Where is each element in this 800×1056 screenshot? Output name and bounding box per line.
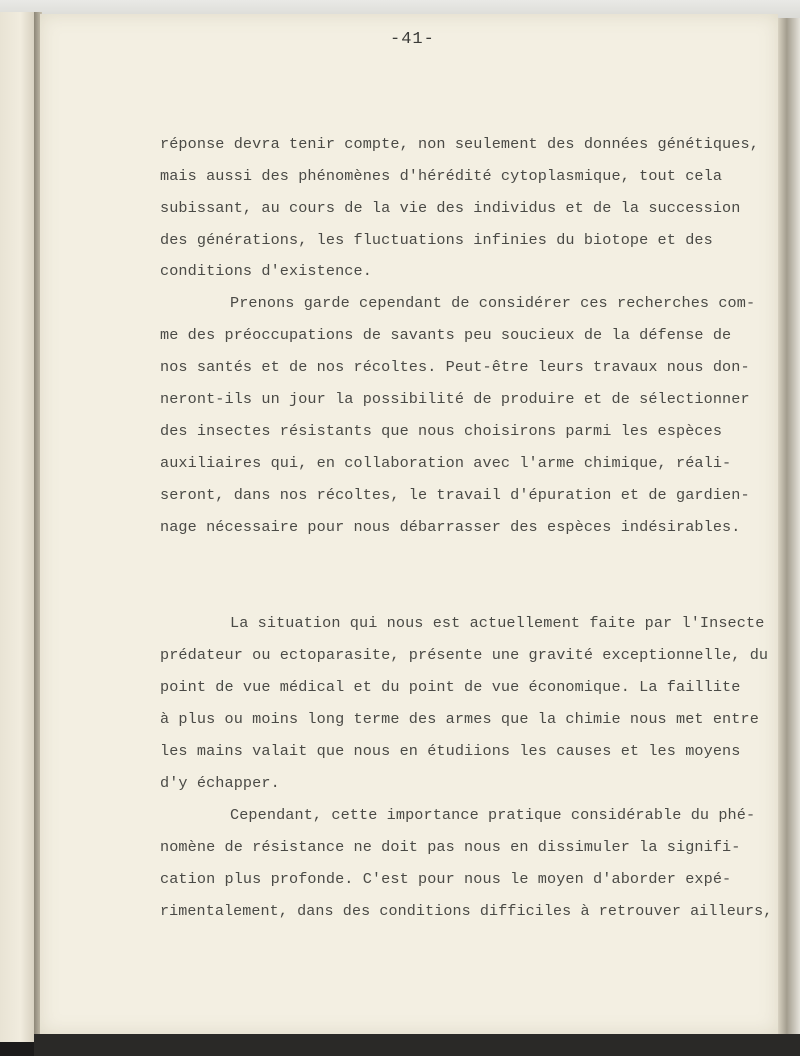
text-line: seront, dans nos récoltes, le travail d'épuration et de gardien- — [160, 486, 750, 504]
text-line: les mains valait que nous en étudiions les causes et les moyens — [160, 742, 741, 760]
text-line: neront-ils un jour la possibilité de produire et de sélectionner — [160, 390, 750, 408]
text-line: conditions d'existence. — [160, 262, 372, 280]
scan-bottom-border — [34, 1034, 800, 1056]
text-line: nage nécessaire pour nous débarrasser des espèces indésirables. — [160, 518, 741, 536]
text-line: Prenons garde cependant de considérer ces recherches com- — [230, 294, 756, 312]
text-line: des générations, les fluctuations infinies du biotope et des — [160, 231, 713, 249]
page-number: -41- — [390, 30, 435, 49]
text-line: prédateur ou ectoparasite, présente une gravité exceptionnelle, du — [160, 646, 769, 664]
text-line: réponse devra tenir compte, non seulement des données génétiques, — [160, 135, 759, 153]
text-line: auxiliaires qui, en collaboration avec l'arme chimique, réali- — [160, 454, 732, 472]
text-line: me des préoccupations de savants peu soucieux de la défense de — [160, 326, 732, 344]
text-line: nomène de résistance ne doit pas nous en dissimuler la signifi- — [160, 838, 741, 856]
text-line: cation plus profonde. C'est pour nous le moyen d'aborder expé- — [160, 870, 732, 888]
text-line: rimentalement, dans des conditions difficiles à retrouver ailleurs, — [160, 902, 773, 920]
text-line: nos santés et de nos récoltes. Peut-être leurs travaux nous don- — [160, 358, 750, 376]
text-line: Cependant, cette importance pratique considérable du phé- — [230, 806, 756, 824]
text-line: La situation qui nous est actuellement faite par l'Insecte — [230, 614, 765, 632]
text-line: point de vue médical et du point de vue économique. La faillite — [160, 678, 741, 696]
text-line: à plus ou moins long terme des armes que la chimie nous met entre — [160, 710, 759, 728]
text-line: subissant, au cours de la vie des individus et de la succession — [160, 199, 741, 217]
text-line: mais aussi des phénomènes d'hérédité cytoplasmique, tout cela — [160, 167, 723, 185]
page-right-edge — [778, 18, 800, 1038]
text-line: des insectes résistants que nous choisirons parmi les espèces — [160, 422, 723, 440]
text-line: d'y échapper. — [160, 774, 280, 792]
adjacent-page-edge — [0, 12, 35, 1042]
